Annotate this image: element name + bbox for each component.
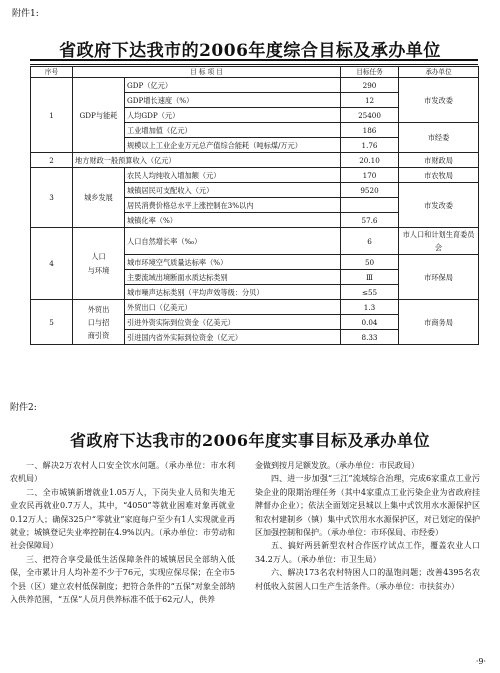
category-cell: 外贸出 口与招 商引资 bbox=[73, 300, 125, 345]
unit-cell: 市环保局 bbox=[399, 255, 479, 300]
targets-table bbox=[30, 66, 479, 345]
page-number: ·9· bbox=[475, 657, 486, 666]
item-cell: 城镇化率（%） bbox=[125, 213, 341, 228]
item-cell: 主要流域出境断面水质达标类别 bbox=[125, 270, 341, 285]
seq-cell: 2 bbox=[31, 153, 73, 168]
title-rule-thin bbox=[30, 64, 478, 65]
unit-cell: 市财政局 bbox=[399, 153, 479, 168]
unit-cell: 市经委 bbox=[399, 123, 479, 153]
target-cell: 8.33 bbox=[341, 330, 399, 345]
item-cell: 地方财政一般预算收入（亿元） bbox=[73, 153, 341, 168]
attachment2-label: 附件2: bbox=[10, 403, 37, 413]
target-cell: 20.10 bbox=[341, 153, 399, 168]
seq-cell: 1 bbox=[31, 78, 73, 153]
item-cell: 引进国内省外实际到位资金（亿元） bbox=[125, 330, 341, 345]
paragraph: 一、解决2万农村人口安全饮水问题。（承办单位：市水利农机局） bbox=[10, 461, 235, 484]
target-cell: 50 bbox=[341, 255, 399, 270]
target-cell: 290 bbox=[341, 78, 399, 93]
title-rule-thick bbox=[30, 59, 478, 61]
target-cell: Ⅲ bbox=[341, 270, 399, 285]
item-cell: 城市噪声达标类别（平均声效等级：分贝） bbox=[125, 285, 341, 300]
paragraph: 三、把符合享受最低生活保障条件的城镇居民全部纳入低保，全市累计月人均补差不少于76元，实现应保尽保；在全市5个县（区）建立农村低保制度；把符合条件的“五保”对象全部纳入供养范围，“五保”人员月供养标准不低于62元/人，供养 bbox=[10, 554, 235, 605]
item-cell: 农民人均纯收入增加额（元） bbox=[125, 168, 341, 183]
header-target: 目标任务 bbox=[341, 67, 399, 78]
item-cell: 城市环境空气质量达标率（%） bbox=[125, 255, 341, 270]
attachment1-label: 附件1: bbox=[12, 9, 39, 19]
item-cell: 人口自然增长率（‰） bbox=[125, 228, 341, 255]
paragraph: 二、全市城镇新增就业1.05万人，下岗失业人员和失地无业农民再就业0.7万人，其中，“4050”等就业困难对象再就业0.12万人；确保325户“零就业”家庭每户至少有1人实现就业再就业；城镇登记失业率控制在4.9%以内。（承办单位：市劳动和社会保障局） bbox=[10, 487, 235, 551]
item-cell: GDP增长速度（%） bbox=[125, 93, 341, 108]
item-cell: 规模以上工业企业万元总产值综合能耗（吨标煤/万元） bbox=[125, 138, 341, 153]
category-cell: 城乡发展 bbox=[73, 168, 125, 228]
target-cell: 57.6 bbox=[341, 213, 399, 228]
target-cell: 1.76 bbox=[341, 138, 399, 153]
right-column bbox=[255, 459, 480, 593]
target-cell: ≤55 bbox=[341, 285, 399, 300]
table-row bbox=[31, 78, 479, 93]
unit-cell: 市发改委 bbox=[399, 78, 479, 123]
target-cell: 0.04 bbox=[341, 315, 399, 330]
item-cell: 工业增加值（亿元） bbox=[125, 123, 341, 138]
target-cell: 12 bbox=[341, 93, 399, 108]
seq-cell: 4 bbox=[31, 228, 73, 300]
target-cell: 25400 bbox=[341, 108, 399, 123]
header-unit: 承办单位 bbox=[399, 67, 479, 78]
paragraph: 五、搞好两县新型农村合作医疗试点工作，覆盖农业人口34.2万人。（承办单位：市卫生局） bbox=[255, 541, 480, 564]
item-cell: 居民消费价格总水平上涨控制在3%以内 bbox=[125, 198, 341, 213]
category-cell: 人口 与环境 bbox=[73, 228, 125, 300]
category-cell: GDP与能耗 bbox=[73, 78, 125, 153]
item-cell: 人均GDP（元） bbox=[125, 108, 341, 123]
table-row bbox=[31, 300, 479, 315]
target-cell: 186 bbox=[341, 123, 399, 138]
seq-cell: 5 bbox=[31, 300, 73, 345]
paragraph: 四、进一步加强“三江”流域综合治理，完成6家重点工业污染企业的限期治理任务（其中4家重点工业污染企业为省政府挂牌督办企业）；依法全面划定县城以上集中式饮用水水源保护区和农村建制乡（镇）集中式饮用水水源保护区，对已划定的保护区加强控制和保护。（承办单位：市环保局、市经委） bbox=[255, 474, 480, 538]
target-cell bbox=[341, 198, 399, 213]
target-cell: 9520 bbox=[341, 183, 399, 198]
target-cell: 6 bbox=[341, 228, 399, 255]
item-cell: 引进外资实际到位资金（亿美元） bbox=[125, 315, 341, 330]
table-row bbox=[31, 228, 479, 255]
unit-cell: 市商务局 bbox=[399, 300, 479, 345]
target-cell: 1.3 bbox=[341, 300, 399, 315]
item-cell: GDP（亿元） bbox=[125, 78, 341, 93]
target-cell: 170 bbox=[341, 168, 399, 183]
unit-cell: 市人口和计划生育委员会 bbox=[399, 228, 479, 255]
item-cell: 城镇居民可支配收入（元） bbox=[125, 183, 341, 198]
left-column bbox=[10, 459, 235, 606]
title-comprehensive-targets: 省政府下达我市的2006年度综合目标及承办单位 bbox=[59, 41, 441, 61]
paragraph: 金做到按月足额发放。（承办单位：市民政局） bbox=[255, 461, 419, 470]
table-row bbox=[31, 168, 479, 183]
table-row bbox=[31, 153, 479, 168]
seq-cell: 3 bbox=[31, 168, 73, 228]
item-cell: 外贸出口（亿美元） bbox=[125, 300, 341, 315]
table-header-row bbox=[31, 67, 479, 78]
header-seq: 序号 bbox=[31, 67, 73, 78]
title-practical-targets: 省政府下达我市的2006年度实事目标及承办单位 bbox=[69, 431, 431, 450]
unit-cell: 市农牧局 bbox=[399, 168, 479, 183]
header-item: 目 标 项 目 bbox=[73, 67, 341, 78]
paragraph: 六、解决173名农村特困人口的温饱问题；改善4395名农村低收入贫困人口生产生活条件。（承办单位：市扶贫办） bbox=[255, 568, 480, 591]
unit-cell: 市发改委 bbox=[399, 183, 479, 228]
